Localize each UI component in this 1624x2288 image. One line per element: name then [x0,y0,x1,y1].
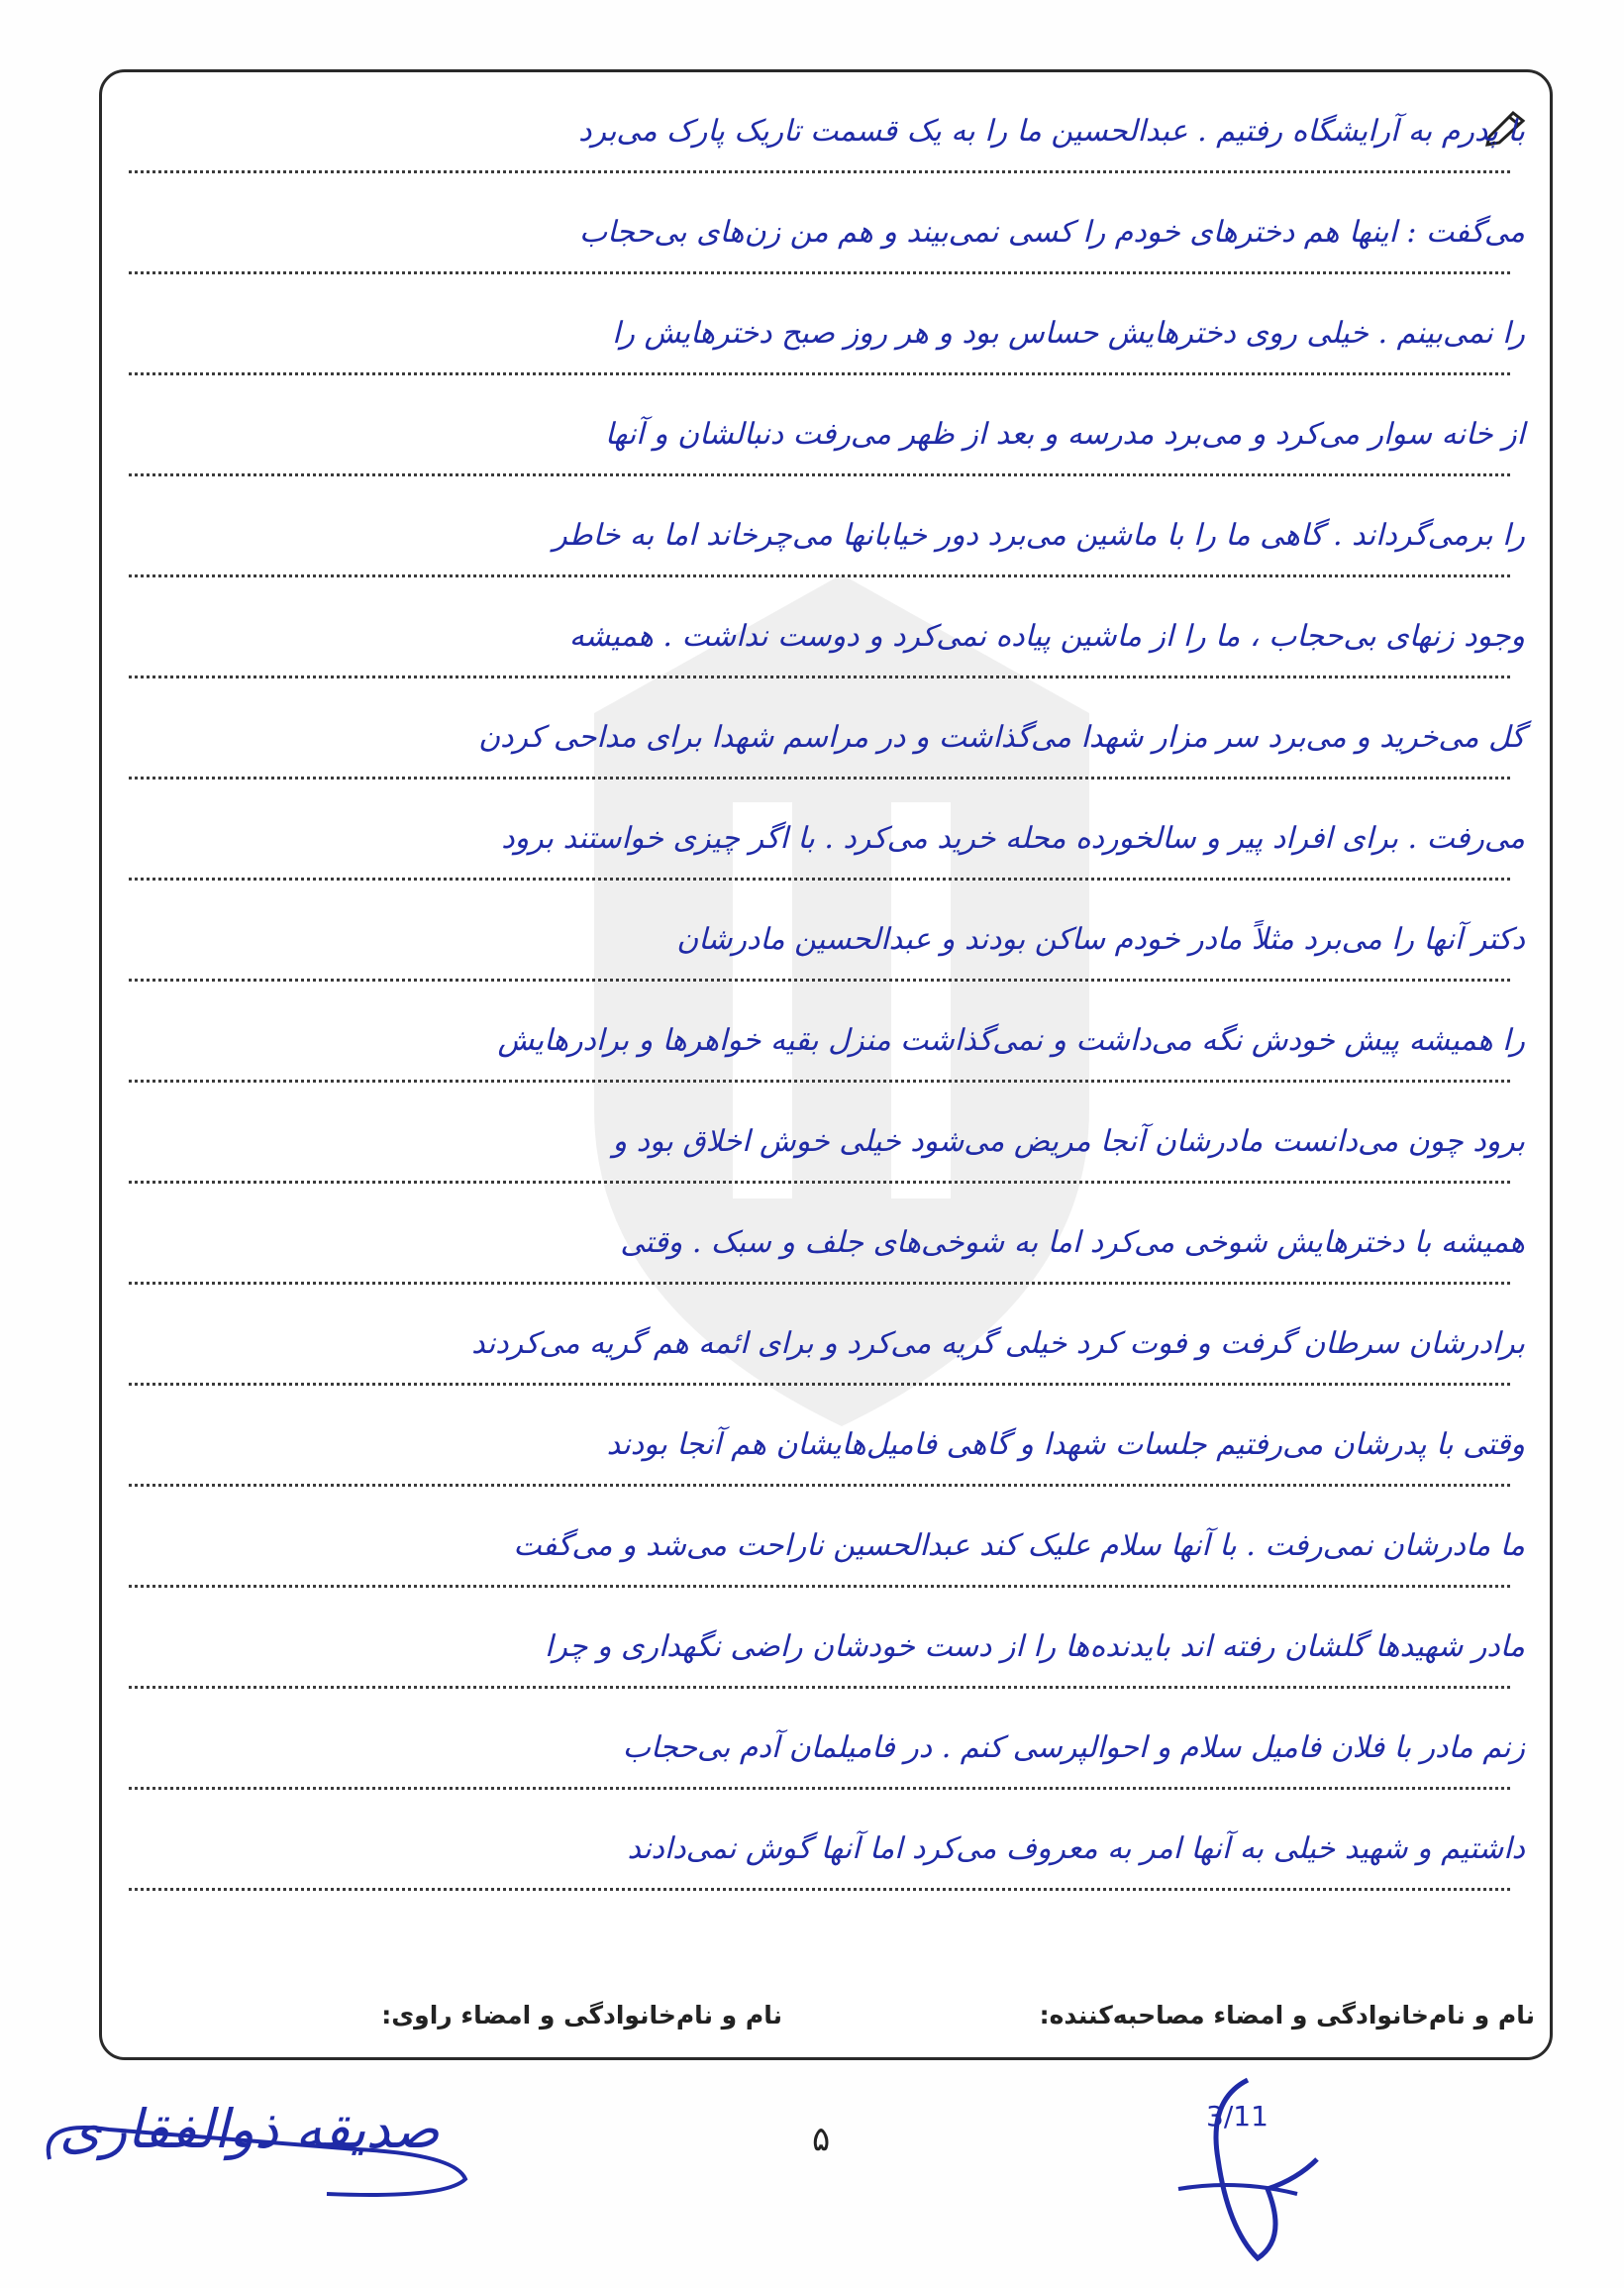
ruled-line [129,1686,1510,1689]
handwritten-line: داشتیم و شهید خیلی به آنها امر به معروف می‌کرد اما آنها گوش نمی‌دادند [627,1831,1525,1866]
narrator-signature: صدیقه ذوالفقاری [59,2098,440,2160]
page-number: ۵ [812,2120,831,2159]
handwritten-line: می‌گفت : اینها هم دخترهای خودم را کسی نمی‌بیند و هم من زن‌های بی‌حجاب [578,215,1525,250]
watermark-emblem [535,555,1149,1446]
handwritten-line: را برمی‌گرداند . گاهی ما را با ماشین می‌برد دور خیابانها می‌چرخاند اما به خاطر [553,518,1525,553]
handwritten-line: را نمی‌بینم . خیلی روی دخترهایش حساس بود و هر روز صبح دخترهایش را [612,316,1525,351]
signature-date: 3/11 [1206,2100,1269,2132]
handwritten-line: ما مادرشان نمی‌رفت . با آنها سلام علیک کند عبدالحسین ناراحت می‌شد و می‌گفت [513,1528,1525,1563]
ruled-line [129,979,1510,982]
handwritten-line: می‌رفت . برای افراد پیر و سالخورده محله خرید می‌کرد . با اگر چیزی خواستند برود [501,821,1525,856]
narrator-label: نام و نام‌خانوادگی و امضاء راوی: [381,2001,782,2029]
handwritten-line: برادرشان سرطان گرفت و فوت کرد خیلی گریه می‌کرد و برای ائمه هم گریه می‌کردند [471,1326,1525,1361]
handwritten-line: گل می‌خرید و می‌برد سر مزار شهدا می‌گذاشت و در مراسم شهدا برای مداحی کردن [478,720,1525,755]
ruled-line [129,777,1510,780]
ruled-line [129,1787,1510,1790]
ruled-line [129,271,1510,274]
handwritten-line: با پدرم به آرایشگاه رفتیم . عبدالحسین ما را به یک قسمت تاریک پارک می‌برد [578,114,1525,149]
ruled-line [129,170,1510,173]
ruled-line [129,473,1510,476]
ruled-line [129,676,1510,678]
ruled-line [129,372,1510,375]
handwritten-line: وجود زنهای بی‌حجاب ، ما را از ماشین پیاده نمی‌کرد و دوست نداشت . همیشه [568,619,1525,654]
handwritten-line: از خانه سوار می‌کرد و می‌برد مدرسه و بعد از ظهر می‌رفت دنبالشان و آنها [604,417,1525,452]
narrator-signature-flourish [30,2100,495,2209]
handwritten-line: را همیشه پیش خودش نگه می‌داشت و نمی‌گذاشت منزل بقیه خواهرها و برادرهایش [497,1023,1525,1058]
ruled-line [129,1585,1510,1588]
ruled-line [129,878,1510,881]
ruled-line [129,1888,1510,1891]
ruled-line [129,1181,1510,1184]
handwritten-line: برود چون می‌دانست مادرشان آنجا مریض می‌شود خیلی خوش اخلاق بود و [612,1124,1525,1159]
interviewer-label: نام و نام‌خانوادگی و امضاء مصاحبه‌کننده: [1039,2001,1535,2029]
handwritten-line: وقتی با پدرشان می‌رفتیم جلسات شهدا و گاهی فامیل‌هایشان هم آنجا بودند [606,1427,1525,1462]
ruled-line [129,1484,1510,1487]
handwritten-line: مادر شهیدها گلشان رفته اند بایدنده‌ها را از دست خودشان راضی نگهداری و چرا [545,1629,1525,1664]
handwritten-line: زنم مادر با فلان فامیل سلام و احوالپرسی کنم . در فامیلمان آدم بی‌حجاب [622,1730,1525,1765]
handwritten-line: همیشه با دخترهایش شوخی می‌کرد اما به شوخی‌های جلف و سبک . وقتی [620,1225,1525,1260]
ruled-line [129,1383,1510,1386]
ruled-line [129,574,1510,577]
ruled-line [129,1080,1510,1083]
handwritten-line: دکتر آنها را می‌برد مثلاً مادر خودم ساکن بودند و عبدالحسین مادرشان [676,922,1525,957]
ruled-line [129,1282,1510,1285]
